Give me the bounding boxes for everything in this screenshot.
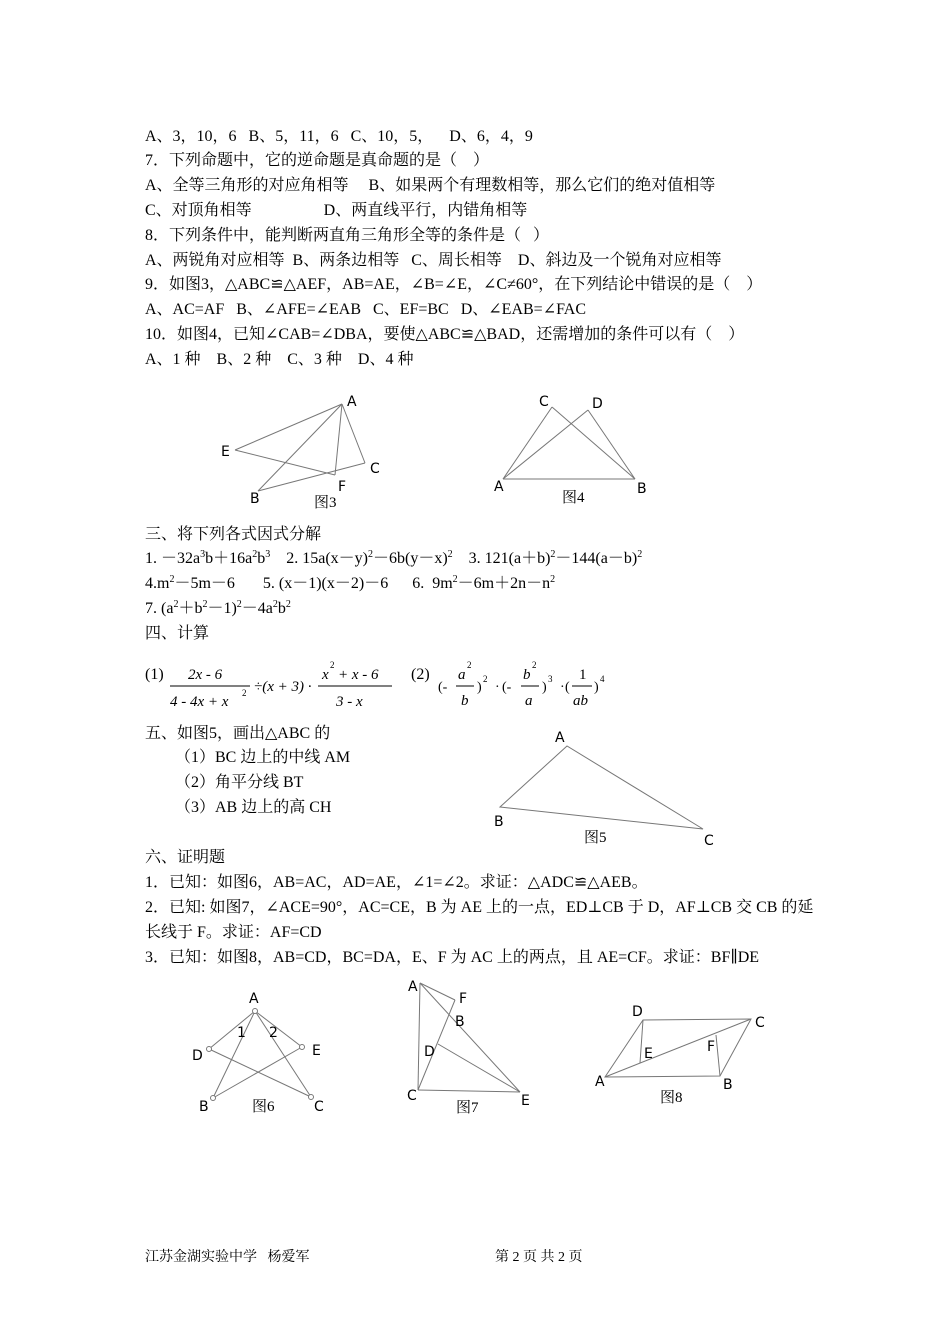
figure-3 bbox=[210, 385, 410, 515]
fig7-segment bbox=[418, 1090, 520, 1092]
fig7-label-a: A bbox=[408, 979, 418, 995]
fig7-segment bbox=[418, 983, 420, 1090]
question-8: 8．下列条件中，能判断两直角三角形全等的条件是（ ） bbox=[145, 227, 550, 244]
fig3-segment bbox=[258, 463, 365, 491]
fig6-label-d: D bbox=[192, 1048, 203, 1064]
fig8-caption: 图8 bbox=[660, 1090, 683, 1106]
figure-6 bbox=[185, 985, 345, 1120]
frac2-numerator-rest: + x - 6 bbox=[338, 667, 379, 683]
question-9-options: A、AC=AF B、∠AFE=∠EAB C、EF=BC D、∠EAB=∠FAC bbox=[145, 301, 587, 318]
term1-numerator: a bbox=[458, 667, 466, 683]
fig3-caption: 图3 bbox=[314, 495, 337, 511]
fig5-label-c: C bbox=[704, 833, 714, 849]
calc-label-1: (1) bbox=[145, 666, 164, 683]
question-7: 7．下列命题中，它的逆命题是真命题的是（ ） bbox=[145, 152, 490, 169]
fig6-point-e bbox=[300, 1045, 305, 1050]
footer-page-number: 第 2 页 共 2 页 bbox=[495, 1250, 583, 1265]
fig6-label-b: B bbox=[199, 1099, 209, 1115]
fig7-label-f: F bbox=[459, 991, 468, 1007]
fig8-label-d: D bbox=[632, 1004, 643, 1020]
fig4-caption: 图4 bbox=[562, 490, 585, 506]
fig4-label-c: C bbox=[539, 394, 549, 410]
divide-term: ÷(x + 3) · bbox=[254, 679, 312, 695]
fig6-point-c bbox=[309, 1095, 314, 1100]
term3-open: ( bbox=[565, 680, 570, 695]
term3-denominator: ab bbox=[573, 693, 588, 709]
fig6-caption: 图6 bbox=[252, 1099, 275, 1115]
fig3-label-b: B bbox=[250, 491, 260, 507]
term2-close-exponent: 3 bbox=[548, 674, 553, 684]
calc-label-2: (2) bbox=[411, 666, 430, 683]
question-7-options-ab: A、全等三角形的对应角相等 B、如果两个有理数相等，那么它们的绝对值相等 bbox=[145, 177, 716, 194]
fig4-label-d: D bbox=[592, 396, 603, 412]
fig7-caption: 图7 bbox=[456, 1100, 479, 1116]
factor-line-3: 7. $(a^2+b^2-1)^2-4a^2b^2$ bbox=[145, 599, 291, 617]
term3-close: ) bbox=[594, 680, 599, 695]
fig6-point-d bbox=[207, 1047, 212, 1052]
question-9: 9．如图3，△ABC≌△AEF，AB=AE，∠B=∠E，∠C≠60°，在下列结论中错误的是（ ） bbox=[145, 276, 763, 293]
fig4-segment bbox=[503, 410, 588, 479]
term2-num-exponent: 2 bbox=[532, 660, 537, 670]
fig6-label-a: A bbox=[249, 991, 259, 1007]
term3-close-exponent: 4 bbox=[600, 674, 605, 684]
term1-close-exponent: 2 bbox=[483, 674, 488, 684]
term1-open: (- bbox=[438, 680, 448, 695]
term2-numerator: b bbox=[523, 667, 531, 683]
frac1-denominator: 4 - 4x + x bbox=[170, 694, 229, 710]
term3-numerator: 1 bbox=[579, 667, 587, 683]
fig5-triangle bbox=[500, 746, 703, 829]
fig5-label-a: A bbox=[555, 730, 565, 746]
section-3-title: 三、将下列各式因式分解 bbox=[145, 526, 322, 543]
fig6-label-e: E bbox=[312, 1043, 321, 1059]
question-10: 10．如图4，已知∠CAB=∠DBA，要使△ABC≌△BAD，还需增加的条件可以有（ ） bbox=[145, 326, 745, 343]
dot-2: · bbox=[560, 680, 565, 695]
term1-close: ) bbox=[477, 680, 482, 695]
section-5-item-1: （1）BC 边上的中线 AM bbox=[175, 749, 351, 766]
fig5-label-b: B bbox=[494, 814, 504, 830]
fig8-label-e: E bbox=[644, 1046, 653, 1062]
proof-1: 1．已知：如图6，AB=AC，AD=AE，∠1=∠2。求证：△ADC≌△AEB。 bbox=[145, 874, 648, 891]
proof-2-line-1: 2．已知: 如图7，∠ACE=90°，AC=CE，B 为 AE 上的一点，ED⊥CB 于 D，AF⊥CB 交 CB 的延 bbox=[145, 899, 814, 916]
fig7-label-b: B bbox=[455, 1014, 465, 1030]
frac2-numerator-x: x bbox=[322, 667, 329, 683]
term2-denominator: a bbox=[525, 693, 533, 709]
fig3-segment bbox=[235, 404, 342, 450]
fig8-label-c: C bbox=[755, 1015, 765, 1031]
figure-4 bbox=[485, 385, 665, 505]
footer-author: 江苏金湖实验中学 杨爱军 bbox=[145, 1250, 310, 1265]
fig3-segment bbox=[342, 404, 365, 463]
factor-line-1: 1. $-32a^3b+16a^2b^3$ 2. $15a(x-y)^2-6b(y-x)^2$ 3. $121(a+b)^2-144(a-b)^2$ bbox=[145, 549, 643, 567]
fig7-segment bbox=[438, 1044, 520, 1092]
factor-line-2: $4.m^2-5m-6$ 5. (x－1)(x－2)－6 6. $9m^2-6m+2n-n^2$ bbox=[145, 574, 556, 592]
fig4-label-b: B bbox=[637, 481, 647, 497]
question-8-options: A、两锐角对应相等 B、两条边相等 C、周长相等 D、斜边及一个锐角对应相等 bbox=[145, 252, 722, 269]
question-6-options: A、3，10，6 B、5，11，6 C、10，5， D、6，4，9 bbox=[145, 128, 533, 145]
section-5-item-3: （3）AB 边上的高 CH bbox=[175, 799, 332, 816]
fig7-segment bbox=[420, 983, 455, 1000]
fig3-label-e: E bbox=[221, 444, 230, 460]
term1-denominator: b bbox=[461, 693, 469, 709]
frac1-numerator: 2x - 6 bbox=[188, 667, 223, 683]
fig6-segment bbox=[213, 1047, 302, 1098]
frac2-num-exponent: 2 bbox=[330, 660, 335, 670]
section-4-title: 四、计算 bbox=[145, 625, 210, 642]
frac2-denominator: 3 - x bbox=[336, 694, 363, 710]
section-5-item-2: （2）角平分线 BT bbox=[175, 774, 304, 791]
section-6-title: 六、证明题 bbox=[145, 849, 226, 866]
fig6-point-a bbox=[253, 1009, 258, 1014]
term2-open: (- bbox=[502, 680, 512, 695]
calc-expressions bbox=[140, 655, 640, 715]
question-10-options: A、1 种 B、2 种 C、3 种 D、4 种 bbox=[145, 351, 414, 368]
fig7-label-d: D bbox=[424, 1044, 435, 1060]
section-5-title: 五、如图5，画出△ABC 的 bbox=[145, 725, 331, 742]
term1-num-exponent: 2 bbox=[467, 660, 472, 670]
fig8-segment-bf bbox=[716, 1035, 720, 1076]
figure-5 bbox=[485, 720, 725, 855]
fig3-label-a: A bbox=[347, 394, 357, 410]
dot-1: · bbox=[495, 680, 500, 695]
fig6-label-c: C bbox=[314, 1099, 324, 1115]
fig8-label-a: A bbox=[595, 1074, 605, 1090]
figure-8 bbox=[590, 995, 780, 1115]
figure-7 bbox=[400, 975, 540, 1120]
fig8-label-b: B bbox=[723, 1077, 733, 1093]
fig7-segment bbox=[420, 983, 520, 1092]
fig6-label-1: 1 bbox=[237, 1025, 246, 1041]
fig7-label-e: E bbox=[521, 1093, 530, 1109]
fig6-label-2: 2 bbox=[269, 1025, 278, 1041]
proof-2-line-2: 长线于 F。求证：AF=CD bbox=[145, 924, 322, 941]
fig3-label-f: F bbox=[338, 479, 347, 495]
fig4-label-a: A bbox=[494, 479, 504, 495]
fig3-segment bbox=[335, 404, 342, 475]
fig8-segment-de bbox=[640, 1020, 643, 1063]
frac1-den-exponent: 2 bbox=[242, 688, 247, 698]
question-7-options-cd: C、对顶角相等 D、两直线平行，内错角相等 bbox=[145, 202, 528, 219]
proof-3: 3．已知：如图8，AB=CD，BC=DA，E、F 为 AC 上的两点，且 AE=CF。求证：BF∥DE bbox=[145, 949, 760, 966]
fig5-caption: 图5 bbox=[584, 830, 607, 846]
fig8-label-f: F bbox=[707, 1039, 716, 1055]
fig6-point-b bbox=[211, 1096, 216, 1101]
term2-close: ) bbox=[542, 680, 547, 695]
fig3-segment bbox=[258, 404, 342, 491]
fig4-segment bbox=[503, 407, 552, 479]
fig7-label-c: C bbox=[407, 1088, 417, 1104]
fig6-segment bbox=[255, 1011, 302, 1047]
fig3-label-c: C bbox=[370, 461, 380, 477]
fig6-segment bbox=[213, 1011, 255, 1098]
fig6-segment bbox=[209, 1011, 255, 1049]
fig8-diagonal bbox=[605, 1019, 751, 1077]
